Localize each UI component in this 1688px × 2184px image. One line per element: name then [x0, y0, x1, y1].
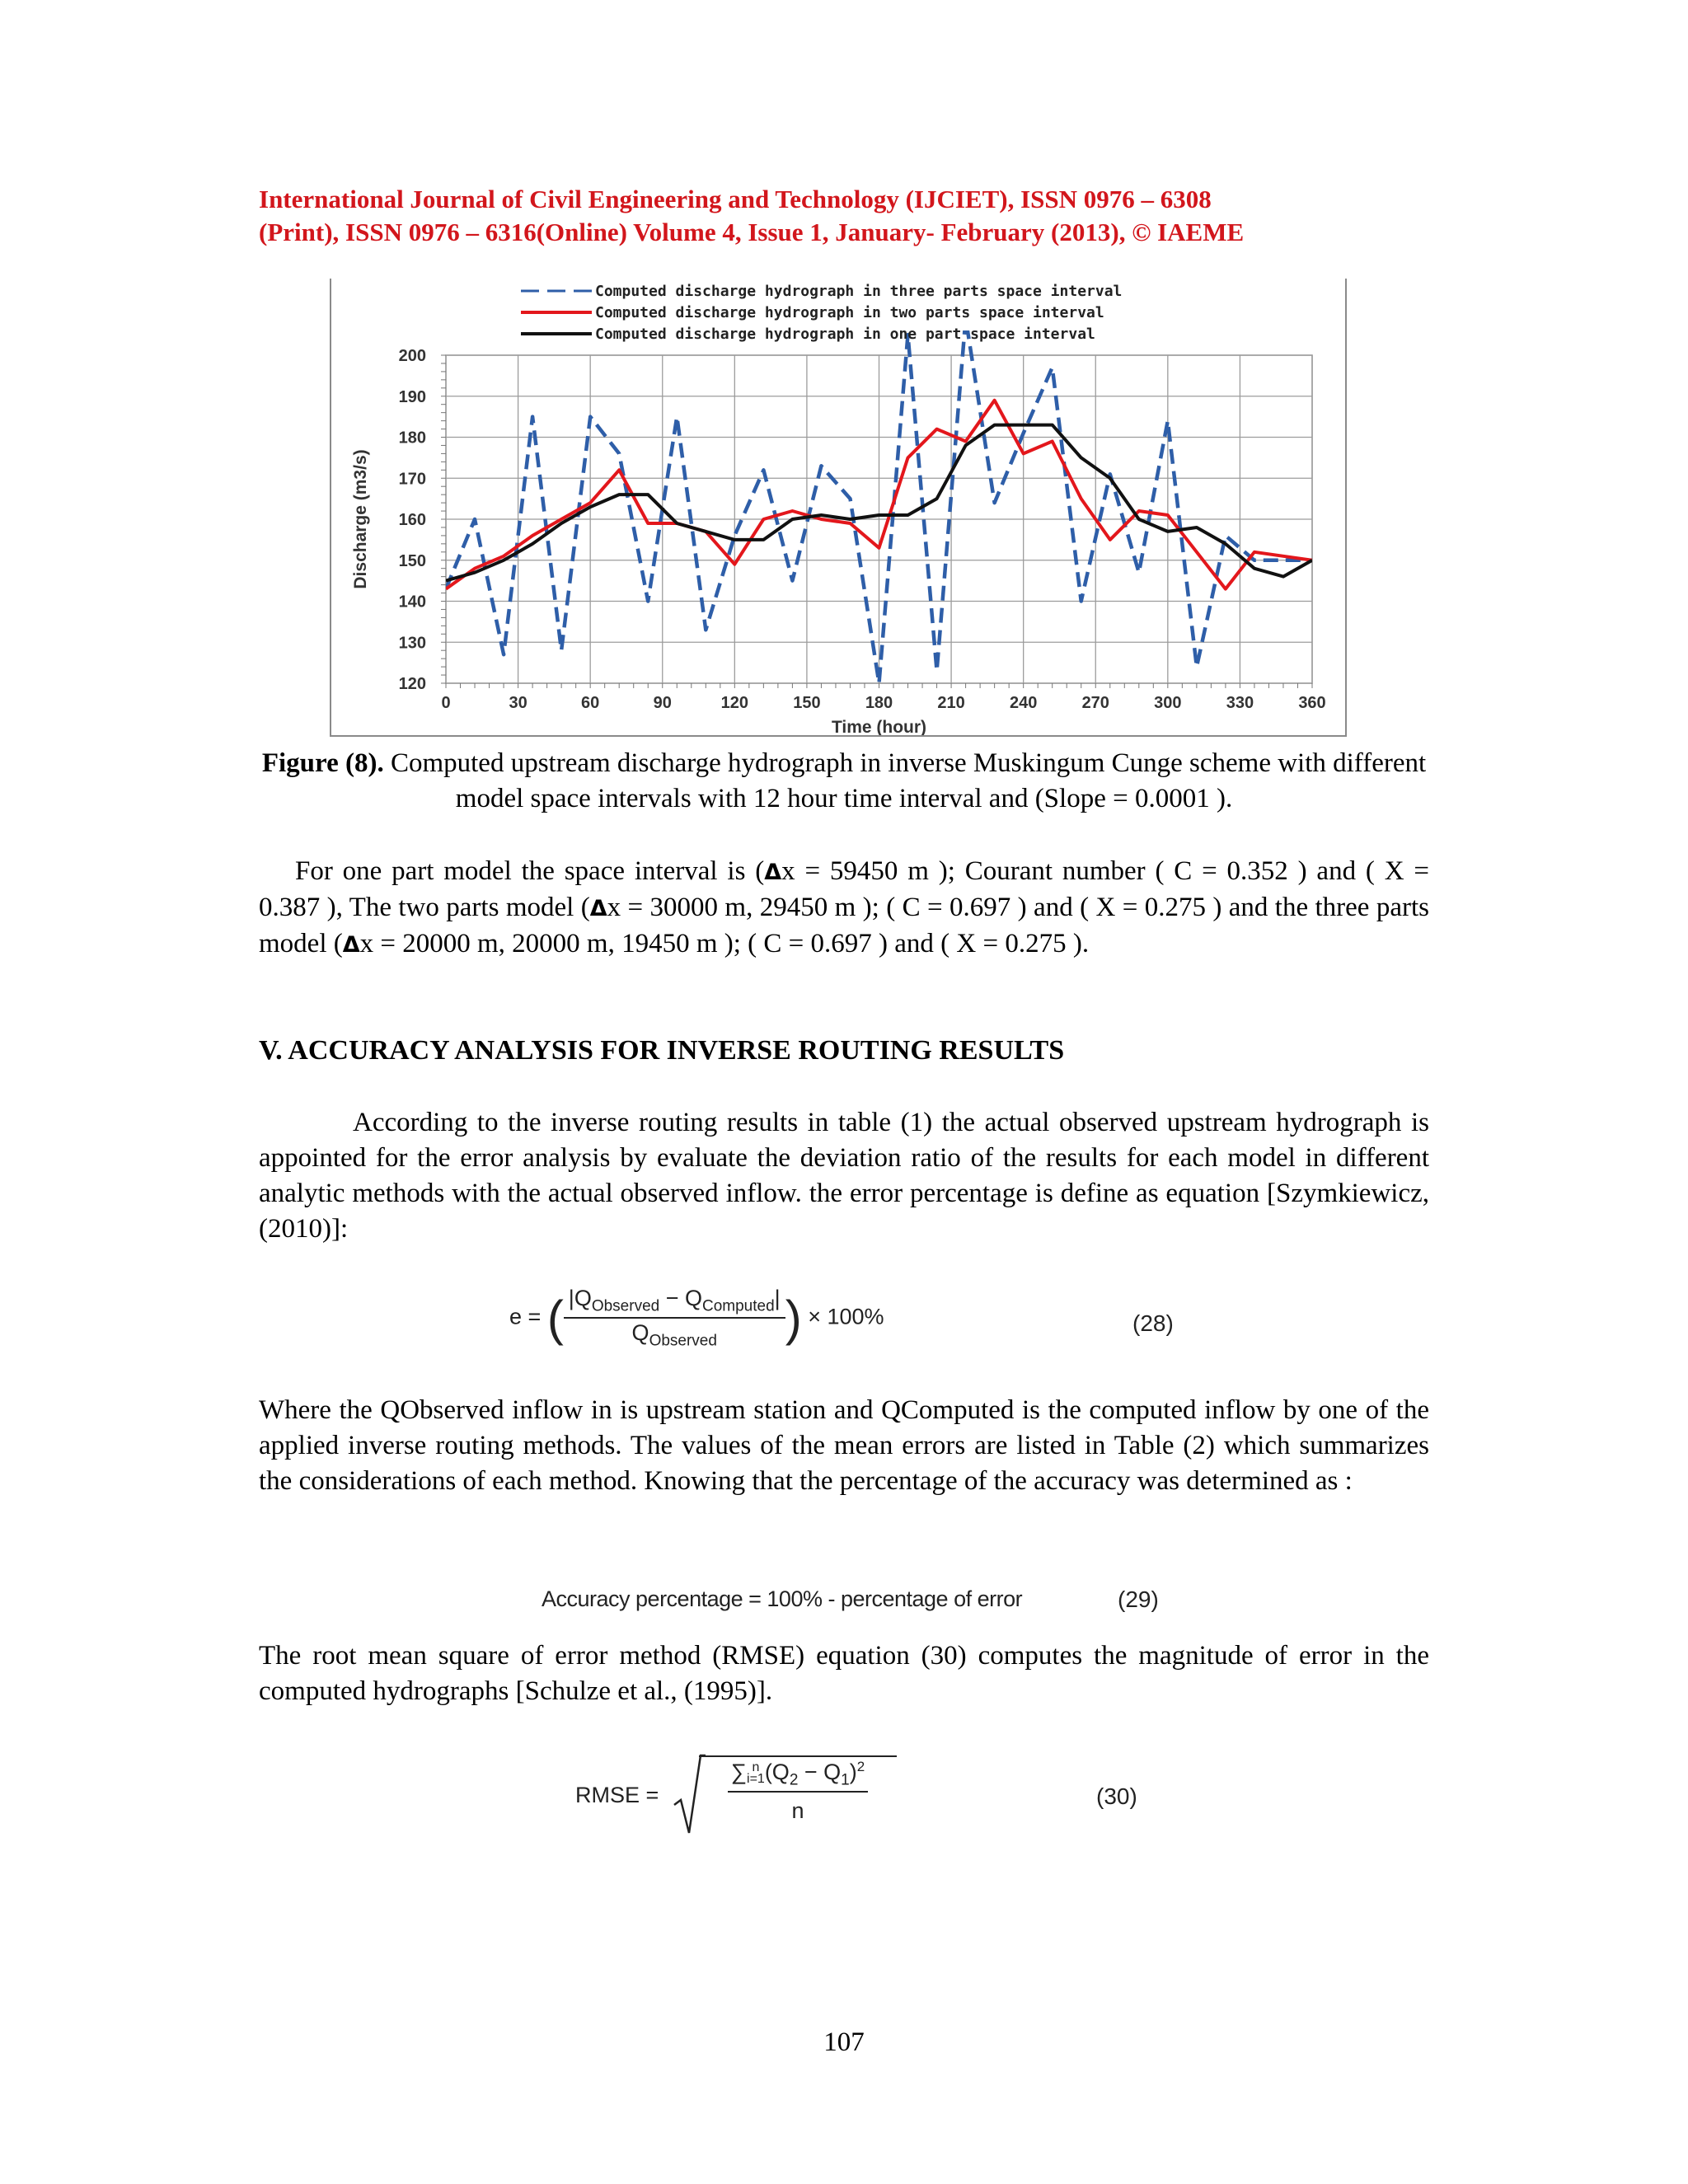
hydrograph-figure: [330, 279, 1347, 737]
journal-header: [259, 183, 1429, 249]
y-tick-label: 160: [398, 511, 426, 529]
y-tick-label: 140: [398, 593, 426, 612]
delta-symbol: Δ: [342, 932, 360, 958]
y-tick-label: 170: [398, 470, 426, 489]
y-axis-title: Discharge (m3/s): [351, 449, 370, 589]
figure-caption-text: Computed upstream discharge hydrograph in inverse Muskingum Cunge scheme with different model space intervals with 12 hour time interval and (Slope = 0.0001 ).: [383, 748, 1427, 813]
x-tick-label: 150: [793, 694, 821, 712]
y-tick-label: 130: [398, 634, 426, 653]
x-tick-label: 330: [1226, 694, 1254, 712]
hydrograph-chart: [331, 279, 1345, 735]
y-tick-label: 150: [398, 551, 426, 570]
equation-28: e = ( $\frac{|Q_{Observed} - Q_{Computed}|}{Q_{Observed}}$ ) × 100%: [509, 1286, 884, 1350]
y-tick-label: 120: [398, 675, 426, 693]
y-tick-label: 190: [398, 387, 426, 406]
x-tick-label: 270: [1081, 694, 1109, 712]
journal-header-line2: (Print), ISSN 0976 – 6316(Online) Volume 4, Issue 1, January- February (2013), © IAEME: [259, 218, 1245, 246]
x-tick-label: 180: [865, 694, 893, 712]
x-tick-label: 0: [441, 694, 451, 712]
section-heading: V. ACCURACY ANALYSIS FOR INVERSE ROUTING RESULTS: [259, 1035, 1065, 1066]
rmse-paragraph: The root mean square of error method (RMSE) equation (30) computes the magnitude of error in the computed hydrographs [Schulze et al., (1995)].: [259, 1641, 1429, 1706]
equation-28-number: (28): [1132, 1310, 1174, 1336]
equation-30: RMSE = ∑ n i=1 $(Q_2 - Q_1)^2$ n: [575, 1754, 921, 1836]
x-tick-label: 90: [653, 694, 672, 712]
x-tick-label: 30: [509, 694, 528, 712]
y-tick-label: 180: [398, 429, 426, 448]
equation-29: Accuracy percentage = 100% - percentage of error: [542, 1586, 1023, 1611]
figure-caption-label: Figure (8).: [261, 748, 384, 778]
journal-header-line1: International Journal of Civil Engineering and Technology (IJCIET), ISSN 0976 – 6308: [259, 185, 1212, 213]
rmse-numerator: ∑ n i=1 $(Q_2 - Q_1)^2$: [699, 1759, 897, 1793]
legend-label-2: Computed discharge hydrograph in two parts space interval: [595, 304, 1104, 321]
x-tick-label: 360: [1298, 694, 1326, 712]
x-tick-label: 120: [720, 694, 749, 712]
figure-caption: [259, 746, 1429, 817]
rmse-denominator: n: [791, 1798, 804, 1823]
x-tick-label: 60: [581, 694, 600, 712]
delta-symbol: Δ: [764, 860, 782, 885]
delta-symbol: Δ: [589, 896, 607, 921]
x-tick-label: 300: [1154, 694, 1182, 712]
x-axis-title: Time (hour): [831, 718, 927, 735]
x-tick-label: 240: [1009, 694, 1038, 712]
x-tick-label: 210: [937, 694, 965, 712]
space-interval-paragraph: For one part model the space interval is (Δx = 59450 m ); Courant number ( C = 0.352 ) and ( X = 0.387 ), The two parts model (Δx = 30000 m, 29450 m ); ( C = 0.697 ) and ( X = 0.275 ) and the three parts model (Δx = 20000 m, 20000 m, 19450 m ); ( C = 0.697 ) and ( X = 0.275 ).: [259, 856, 1429, 958]
observed-computed-paragraph: Where the QObserved inflow in is upstream station and QComputed is the computed inflow by one of the applied inverse routing methods. The values of the mean errors are listed in Table (2) which summarizes the considerations of each method. Knowing that the percentage of the accuracy was determined as :: [259, 1395, 1429, 1496]
legend-label-3: Computed discharge hydrograph in one part space interval: [595, 326, 1095, 343]
page-number: 107: [823, 2027, 865, 2057]
error-analysis-paragraph: According to the inverse routing results in table (1) the actual observed upstream hydrograph is appointed for the error analysis by evaluate the deviation ratio of the results for each model in different analytic methods with the actual observed inflow. the error percentage is define as equation [Szymkiewicz, (2010)]:: [259, 1108, 1429, 1244]
y-tick-label: 200: [398, 347, 426, 365]
equation-29-number: (29): [1118, 1586, 1159, 1612]
equation-30-number: (30): [1096, 1783, 1137, 1809]
legend-label-1: Computed discharge hydrograph in three parts space interval: [595, 283, 1123, 300]
